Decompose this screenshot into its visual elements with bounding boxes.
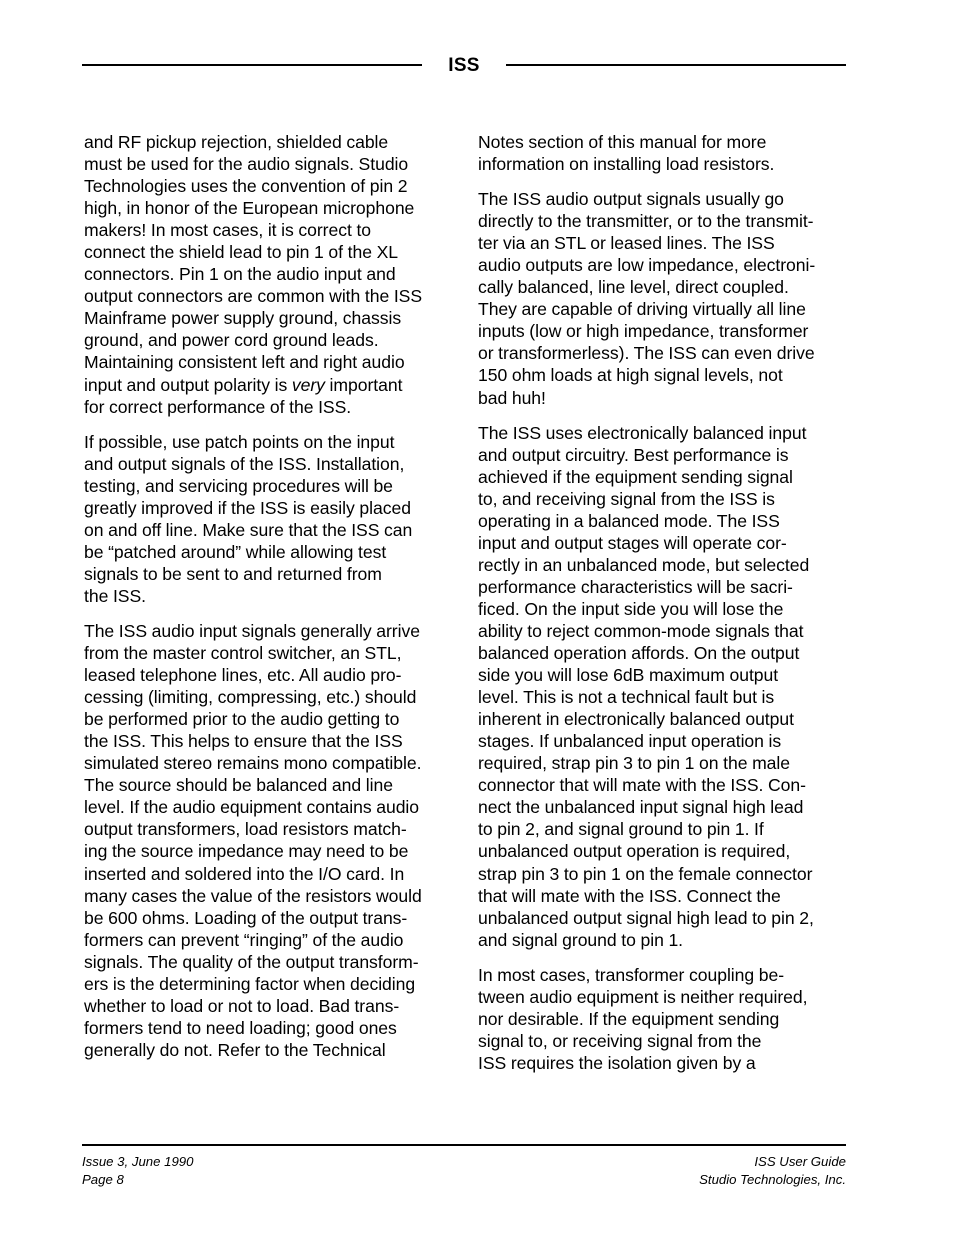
- footer-rule: [82, 1144, 846, 1146]
- body-columns: [84, 131, 847, 1091]
- page-footer: [82, 1144, 846, 1190]
- paragraph: and RF pickup rejection, shielded cable must be used for the audio signals. Studio Technologies uses the convention of pin 2 high, in honor of the European microphone makers! In most cases, it is correct to connect the shield lead to pin 1 of the XL connectors. Pin 1 on the audio input and output connectors are common with the ISS Mainframe power supply ground, chassis ground, and power cord ground leads. Maintaining consistent left and right audio input and output polarity is very important for correct performance of the ISS.: [84, 132, 423, 417]
- page-header: [82, 48, 846, 82]
- footer-right: [699, 1153, 846, 1190]
- footer-content: [82, 1153, 846, 1190]
- paragraph: Notes section of this manual for more information on installing load resistors.: [478, 132, 775, 175]
- footer-left: [82, 1153, 193, 1190]
- right-column: [478, 131, 847, 1091]
- page-title: ISS: [448, 54, 480, 76]
- paragraph: The ISS uses electronically balanced input and output circuitry. Best performance is achieved if the equipment sending signal to, and receiving signal from the ISS is operating in a balanced mode. The ISS input and output stages will operate cor- rectly in an unbalanced mode, but selected performance characteristics will be sacri- ficed. On the input side you will lose the ability to reject common-mode signals that balanced operation affords. On the output side you will lose 6dB maximum output level. This is not a technical fault but is inherent in electronically balanced output stages. If unbalanced input operation is required, strap pin 3 to pin 1 on the male connector that will mate with the ISS. Con- nect the unbalanced input signal high lead to pin 2, and signal ground to pin 1. If unbalanced output operation is required, strap pin 3 to pin 1 on the female connector that will mate with the ISS. Connect the unbalanced output signal high lead to pin 2, and signal ground to pin 1.: [478, 422, 814, 950]
- footer-company: Studio Technologies, Inc.: [699, 1172, 846, 1188]
- header-rule-left: [82, 64, 422, 66]
- footer-page-number: Page 8: [82, 1172, 124, 1188]
- paragraph: The ISS audio output signals usually go directly to the transmitter, or to the transmit- ter via an STL or leased lines. The ISS audio outputs are low impedance, electroni- cally balanced, line level, direct coupled. They are capable of driving virtually all line inputs (low or high impedance, transformer or transformerless). The ISS can even drive 150 ohm loads at high signal levels, not bad huh!: [478, 189, 816, 408]
- paragraph: In most cases, transformer coupling be- tween audio equipment is neither required, nor desirable. If the equipment sending signal to, or receiving signal from the ISS requires the isolation given by a: [478, 964, 808, 1073]
- left-column: [84, 131, 453, 1091]
- paragraph: The ISS audio input signals generally arrive from the master control switcher, an STL, leased telephone lines, etc. All audio pro- cessing (limiting, compressing, etc.) should be performed prior to the audio getting to the ISS. This helps to ensure that the ISS simulated stereo remains mono compatible. The source should be balanced and line level. If the audio equipment contains audio output transformers, load resistors match- ing the source impedance may need to be inserted and soldered into the I/O card. In many cases the value of the resistors would be 600 ohms. Loading of the output trans- formers can prevent “ringing” of the audio signals. The quality of the output transform- ers is the determining factor when deciding whether to load or not to load. Bad trans- formers tend to need loading; good ones generally do not. Refer to the Technical: [84, 620, 422, 1060]
- paragraph: If possible, use patch points on the input and output signals of the ISS. Installation, testing, and servicing procedures will be greatly improved if the ISS is easily placed on and off line. Make sure that the ISS can be “patched around” while allowing test signals to be sent to and returned from the ISS.: [84, 431, 413, 606]
- header-rule-right: [506, 64, 846, 66]
- footer-issue: Issue 3, June 1990: [82, 1153, 194, 1169]
- footer-guide-title: ISS User Guide: [754, 1153, 846, 1169]
